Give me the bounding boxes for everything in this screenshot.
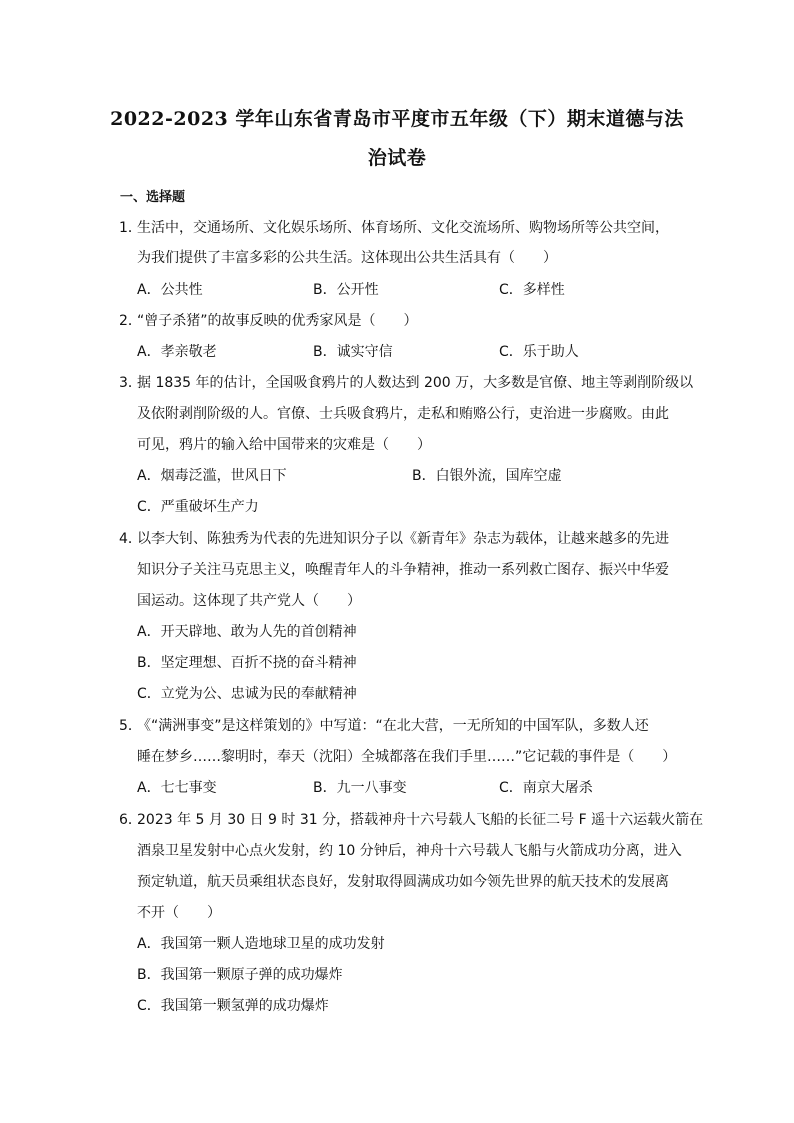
question-6-option-c: C．我国第一颗氢弹的成功爆炸 <box>137 998 329 1014</box>
question-5-text-line: 睡在梦乡……黎明时，奉天（沈阳）全城都落在我们手里……”它记载的事件是（ ） <box>137 749 677 765</box>
question-3-number: 3． <box>119 375 142 391</box>
question-6-text-line: 2023 年 5 月 30 日 9 时 31 分，搭载神舟十六号载人飞船的长征二号 F 遥十六运载火箭在 <box>137 812 704 828</box>
question-4-text-line: 国运动。这体现了共产党人（ ） <box>137 593 361 609</box>
question-4-text-line: 知识分子关注马克思主义，唤醒青年人的斗争精神，推动一系列救亡图存、振兴中华爱 <box>137 562 669 578</box>
question-3-option-c: C．严重破坏生产力 <box>137 499 259 515</box>
question-4-option-c: C．立党为公、忠诚为民的奉献精神 <box>137 686 357 702</box>
question-5-number: 5． <box>119 718 142 734</box>
question-4-option-b: B．坚定理想、百折不挠的奋斗精神 <box>137 655 357 671</box>
question-1-text-line: 为我们提供了丰富多彩的公共生活。这体现出公共生活具有（ ） <box>137 250 557 266</box>
question-6-option-a: A．我国第一颗人造地球卫星的成功发射 <box>137 936 385 952</box>
question-1-option-b: B．公开性 <box>313 282 379 298</box>
question-4-text-line: 以李大钊、陈独秀为代表的先进知识分子以《新青年》杂志为载体，让越来越多的先进 <box>137 531 669 547</box>
question-2-option-c: C．乐于助人 <box>499 344 579 360</box>
question-2-number: 2． <box>119 313 142 329</box>
question-1-text-line: 生活中，交通场所、文化娱乐场所、体育场所、文化交流场所、购物场所等公共空间， <box>137 220 669 236</box>
question-3-text-line: 可见，鸦片的输入给中国带来的灾难是（ ） <box>137 437 431 453</box>
question-5-option-a: A．七七事变 <box>137 780 217 796</box>
question-1-number: 1． <box>119 220 142 236</box>
question-2-text-line: “曾子杀猪”的故事反映的优秀家风是（ ） <box>137 313 418 329</box>
question-2-option-b: B．诚实守信 <box>313 344 393 360</box>
question-5-option-b: B．九一八事变 <box>313 780 407 796</box>
question-6-text-line: 预定轨道，航天员乘组状态良好，发射取得圆满成功如今领先世界的航天技术的发展离 <box>137 874 669 890</box>
question-6-text-line: 酒泉卫星发射中心点火发射，约 10 分钟后，神舟十六号载人飞船与火箭成功分离，进入 <box>137 843 682 859</box>
question-4-number: 4． <box>119 531 142 547</box>
question-3-option-a: A．烟毒泛滥，世风日下 <box>137 468 287 484</box>
question-6-option-b: B．我国第一颗原子弹的成功爆炸 <box>137 967 343 983</box>
exam-title-line2: 治试卷 <box>367 147 427 169</box>
question-4-option-a: A．开天辟地、敢为人先的首创精神 <box>137 624 357 640</box>
question-1-option-c: C．多样性 <box>499 282 565 298</box>
section-heading: 一、选择题 <box>120 190 186 205</box>
question-6-number: 6． <box>119 812 142 828</box>
question-5-option-c: C．南京大屠杀 <box>499 780 593 796</box>
question-5-text-line: 《“满洲事变”是这样策划的》中写道：“在北大营，一无所知的中国军队，多数人还 <box>137 718 649 734</box>
question-3-text-line: 及依附剥削阶级的人。官僚、士兵吸食鸦片，走私和贿赂公行，吏治进一步腐败。由此 <box>137 406 669 422</box>
question-3-option-b: B．白银外流，国库空虚 <box>412 468 562 484</box>
question-6-text-line: 不开（ ） <box>137 905 221 921</box>
question-3-text-line: 据 1835 年的估计，全国吸食鸦片的人数达到 200 万，大多数是官僚、地主等剥削阶级以 <box>137 375 694 391</box>
exam-title-line1: 2022-2023 学年山东省青岛市平度市五年级（下）期末道德与法 <box>110 108 684 130</box>
question-1-option-a: A．公共性 <box>137 282 203 298</box>
question-2-option-a: A．孝亲敬老 <box>137 344 217 360</box>
